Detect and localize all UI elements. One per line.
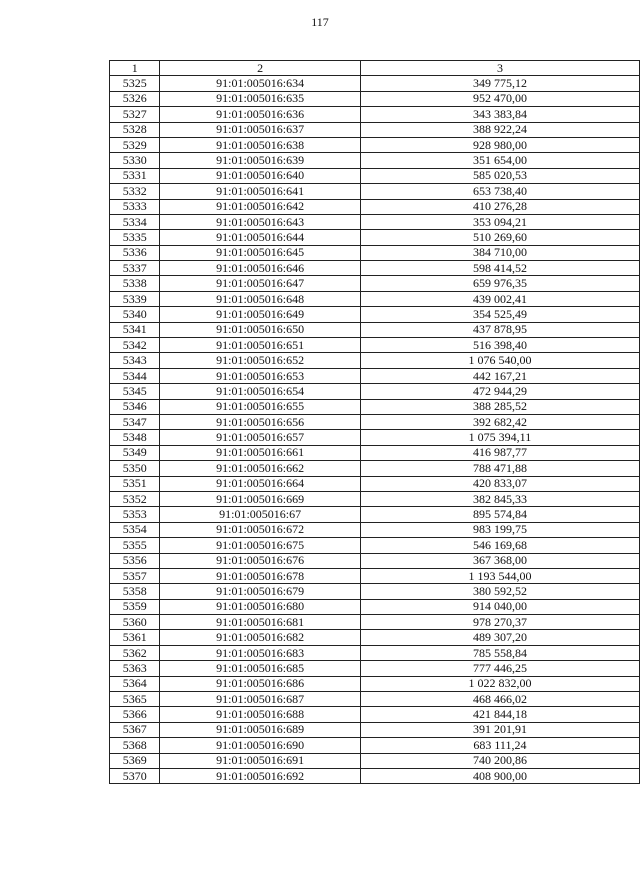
row-number-cell: 5370 bbox=[110, 768, 160, 783]
row-number-cell: 5352 bbox=[110, 491, 160, 506]
cadastral-number-cell: 91:01:005016:664 bbox=[160, 476, 360, 491]
amount-cell: 895 574,84 bbox=[360, 507, 639, 522]
amount-cell: 392 682,42 bbox=[360, 414, 639, 429]
row-number-cell: 5325 bbox=[110, 76, 160, 91]
cadastral-number-cell: 91:01:005016:679 bbox=[160, 584, 360, 599]
cadastral-number-cell: 91:01:005016:683 bbox=[160, 645, 360, 660]
table-row bbox=[110, 692, 640, 707]
cadastral-number-cell: 91:01:005016:685 bbox=[160, 661, 360, 676]
amount-cell: 516 398,40 bbox=[360, 338, 639, 353]
cadastral-number-cell: 91:01:005016:642 bbox=[160, 199, 360, 214]
table-row bbox=[110, 261, 640, 276]
amount-cell: 391 201,91 bbox=[360, 722, 639, 737]
amount-cell: 598 414,52 bbox=[360, 261, 639, 276]
table-row bbox=[110, 538, 640, 553]
amount-cell: 788 471,88 bbox=[360, 461, 639, 476]
table-row bbox=[110, 338, 640, 353]
table-row bbox=[110, 445, 640, 460]
table-row bbox=[110, 491, 640, 506]
table-row bbox=[110, 353, 640, 368]
table-row bbox=[110, 107, 640, 122]
row-number-cell: 5351 bbox=[110, 476, 160, 491]
amount-cell: 489 307,20 bbox=[360, 630, 639, 645]
cadastral-number-cell: 91:01:005016:687 bbox=[160, 692, 360, 707]
amount-cell: 384 710,00 bbox=[360, 245, 639, 260]
amount-cell: 1 075 394,11 bbox=[360, 430, 639, 445]
amount-cell: 343 383,84 bbox=[360, 107, 639, 122]
row-number-cell: 5360 bbox=[110, 615, 160, 630]
table-row bbox=[110, 384, 640, 399]
table-row bbox=[110, 461, 640, 476]
row-number-cell: 5366 bbox=[110, 707, 160, 722]
row-number-cell: 5328 bbox=[110, 122, 160, 137]
cadastral-number-cell: 91:01:005016:644 bbox=[160, 230, 360, 245]
row-number-cell: 5359 bbox=[110, 599, 160, 614]
table-row bbox=[110, 245, 640, 260]
cadastral-number-cell: 91:01:005016:690 bbox=[160, 738, 360, 753]
row-number-cell: 5345 bbox=[110, 384, 160, 399]
amount-cell: 410 276,28 bbox=[360, 199, 639, 214]
table-row bbox=[110, 738, 640, 753]
row-number-cell: 5336 bbox=[110, 245, 160, 260]
row-number-cell: 5369 bbox=[110, 753, 160, 768]
amount-cell: 416 987,77 bbox=[360, 445, 639, 460]
row-number-cell: 5327 bbox=[110, 107, 160, 122]
amount-cell: 928 980,00 bbox=[360, 137, 639, 152]
amount-cell: 388 285,52 bbox=[360, 399, 639, 414]
cadastral-number-cell: 91:01:005016:639 bbox=[160, 153, 360, 168]
table-row bbox=[110, 122, 640, 137]
amount-cell: 353 094,21 bbox=[360, 214, 639, 229]
cadastral-number-cell: 91:01:005016:651 bbox=[160, 338, 360, 353]
cadastral-number-cell: 91:01:005016:638 bbox=[160, 137, 360, 152]
cadastral-number-cell: 91:01:005016:692 bbox=[160, 768, 360, 783]
amount-cell: 777 446,25 bbox=[360, 661, 639, 676]
row-number-cell: 5339 bbox=[110, 291, 160, 306]
amount-cell: 1 076 540,00 bbox=[360, 353, 639, 368]
amount-cell: 740 200,86 bbox=[360, 753, 639, 768]
cadastral-number-cell: 91:01:005016:681 bbox=[160, 615, 360, 630]
table-row bbox=[110, 599, 640, 614]
cadastral-number-cell: 91:01:005016:636 bbox=[160, 107, 360, 122]
row-number-cell: 5329 bbox=[110, 137, 160, 152]
amount-cell: 472 944,29 bbox=[360, 384, 639, 399]
row-number-cell: 5332 bbox=[110, 184, 160, 199]
amount-cell: 978 270,37 bbox=[360, 615, 639, 630]
table-row bbox=[110, 584, 640, 599]
amount-cell: 437 878,95 bbox=[360, 322, 639, 337]
table-row bbox=[110, 661, 640, 676]
registry-table bbox=[109, 60, 640, 784]
row-number-cell: 5347 bbox=[110, 414, 160, 429]
table-row bbox=[110, 476, 640, 491]
row-number-cell: 5356 bbox=[110, 553, 160, 568]
amount-cell: 421 844,18 bbox=[360, 707, 639, 722]
amount-cell: 659 976,35 bbox=[360, 276, 639, 291]
row-number-cell: 5361 bbox=[110, 630, 160, 645]
row-number-cell: 5346 bbox=[110, 399, 160, 414]
amount-cell: 914 040,00 bbox=[360, 599, 639, 614]
table-row bbox=[110, 368, 640, 383]
amount-cell: 351 654,00 bbox=[360, 153, 639, 168]
row-number-cell: 5350 bbox=[110, 461, 160, 476]
cadastral-number-cell: 91:01:005016:652 bbox=[160, 353, 360, 368]
table-row bbox=[110, 137, 640, 152]
cadastral-number-cell: 91:01:005016:648 bbox=[160, 291, 360, 306]
row-number-cell: 5341 bbox=[110, 322, 160, 337]
cadastral-number-cell: 91:01:005016:657 bbox=[160, 430, 360, 445]
cadastral-number-cell: 91:01:005016:653 bbox=[160, 368, 360, 383]
table-row bbox=[110, 153, 640, 168]
cadastral-number-cell: 91:01:005016:635 bbox=[160, 91, 360, 106]
column-header-1: 1 bbox=[110, 61, 160, 76]
table-row bbox=[110, 184, 640, 199]
table-row bbox=[110, 307, 640, 322]
amount-cell: 585 020,53 bbox=[360, 168, 639, 183]
amount-cell: 420 833,07 bbox=[360, 476, 639, 491]
amount-cell: 367 368,00 bbox=[360, 553, 639, 568]
table-row bbox=[110, 507, 640, 522]
column-header-2: 2 bbox=[160, 61, 360, 76]
row-number-cell: 5340 bbox=[110, 307, 160, 322]
amount-cell: 785 558,84 bbox=[360, 645, 639, 660]
table-row bbox=[110, 430, 640, 445]
amount-cell: 388 922,24 bbox=[360, 122, 639, 137]
row-number-cell: 5331 bbox=[110, 168, 160, 183]
amount-cell: 952 470,00 bbox=[360, 91, 639, 106]
row-number-cell: 5349 bbox=[110, 445, 160, 460]
row-number-cell: 5364 bbox=[110, 676, 160, 691]
cadastral-number-cell: 91:01:005016:641 bbox=[160, 184, 360, 199]
table-row bbox=[110, 91, 640, 106]
table-header-row bbox=[110, 61, 640, 76]
cadastral-number-cell: 91:01:005016:634 bbox=[160, 76, 360, 91]
row-number-cell: 5335 bbox=[110, 230, 160, 245]
table-row bbox=[110, 676, 640, 691]
table-row bbox=[110, 553, 640, 568]
amount-cell: 354 525,49 bbox=[360, 307, 639, 322]
cadastral-number-cell: 91:01:005016:654 bbox=[160, 384, 360, 399]
amount-cell: 653 738,40 bbox=[360, 184, 639, 199]
amount-cell: 382 845,33 bbox=[360, 491, 639, 506]
cadastral-number-cell: 91:01:005016:647 bbox=[160, 276, 360, 291]
table-row bbox=[110, 322, 640, 337]
amount-cell: 1 193 544,00 bbox=[360, 568, 639, 583]
row-number-cell: 5354 bbox=[110, 522, 160, 537]
cadastral-number-cell: 91:01:005016:656 bbox=[160, 414, 360, 429]
cadastral-number-cell: 91:01:005016:686 bbox=[160, 676, 360, 691]
row-number-cell: 5337 bbox=[110, 261, 160, 276]
cadastral-number-cell: 91:01:005016:680 bbox=[160, 599, 360, 614]
table-row bbox=[110, 568, 640, 583]
table-row bbox=[110, 630, 640, 645]
row-number-cell: 5355 bbox=[110, 538, 160, 553]
row-number-cell: 5338 bbox=[110, 276, 160, 291]
row-number-cell: 5353 bbox=[110, 507, 160, 522]
amount-cell: 1 022 832,00 bbox=[360, 676, 639, 691]
cadastral-number-cell: 91:01:005016:689 bbox=[160, 722, 360, 737]
row-number-cell: 5357 bbox=[110, 568, 160, 583]
cadastral-number-cell: 91:01:005016:637 bbox=[160, 122, 360, 137]
row-number-cell: 5348 bbox=[110, 430, 160, 445]
amount-cell: 408 900,00 bbox=[360, 768, 639, 783]
row-number-cell: 5362 bbox=[110, 645, 160, 660]
table-row bbox=[110, 414, 640, 429]
cadastral-number-cell: 91:01:005016:646 bbox=[160, 261, 360, 276]
table-row bbox=[110, 645, 640, 660]
row-number-cell: 5342 bbox=[110, 338, 160, 353]
cadastral-number-cell: 91:01:005016:650 bbox=[160, 322, 360, 337]
cadastral-number-cell: 91:01:005016:662 bbox=[160, 461, 360, 476]
amount-cell: 439 002,41 bbox=[360, 291, 639, 306]
cadastral-number-cell: 91:01:005016:645 bbox=[160, 245, 360, 260]
table-row bbox=[110, 615, 640, 630]
table-row bbox=[110, 707, 640, 722]
row-number-cell: 5334 bbox=[110, 214, 160, 229]
table-row bbox=[110, 276, 640, 291]
cadastral-number-cell: 91:01:005016:682 bbox=[160, 630, 360, 645]
cadastral-number-cell: 91:01:005016:669 bbox=[160, 491, 360, 506]
table-row bbox=[110, 214, 640, 229]
cadastral-number-cell: 91:01:005016:672 bbox=[160, 522, 360, 537]
cadastral-number-cell: 91:01:005016:643 bbox=[160, 214, 360, 229]
row-number-cell: 5330 bbox=[110, 153, 160, 168]
row-number-cell: 5367 bbox=[110, 722, 160, 737]
amount-cell: 468 466,02 bbox=[360, 692, 639, 707]
amount-cell: 683 111,24 bbox=[360, 738, 639, 753]
table-row bbox=[110, 522, 640, 537]
table-row bbox=[110, 76, 640, 91]
cadastral-number-cell: 91:01:005016:688 bbox=[160, 707, 360, 722]
cadastral-number-cell: 91:01:005016:655 bbox=[160, 399, 360, 414]
amount-cell: 442 167,21 bbox=[360, 368, 639, 383]
row-number-cell: 5365 bbox=[110, 692, 160, 707]
table-body bbox=[110, 61, 640, 784]
table-row bbox=[110, 230, 640, 245]
row-number-cell: 5344 bbox=[110, 368, 160, 383]
table-row bbox=[110, 199, 640, 214]
table-row bbox=[110, 399, 640, 414]
row-number-cell: 5333 bbox=[110, 199, 160, 214]
amount-cell: 510 269,60 bbox=[360, 230, 639, 245]
cadastral-number-cell: 91:01:005016:661 bbox=[160, 445, 360, 460]
row-number-cell: 5343 bbox=[110, 353, 160, 368]
page-number: 117 bbox=[311, 15, 329, 29]
table-row bbox=[110, 753, 640, 768]
amount-cell: 349 775,12 bbox=[360, 76, 639, 91]
cadastral-number-cell: 91:01:005016:678 bbox=[160, 568, 360, 583]
cadastral-number-cell: 91:01:005016:649 bbox=[160, 307, 360, 322]
cadastral-number-cell: 91:01:005016:675 bbox=[160, 538, 360, 553]
cadastral-number-cell: 91:01:005016:67 bbox=[160, 507, 360, 522]
column-header-3: 3 bbox=[360, 61, 639, 76]
table-row bbox=[110, 291, 640, 306]
row-number-cell: 5358 bbox=[110, 584, 160, 599]
row-number-cell: 5368 bbox=[110, 738, 160, 753]
cadastral-number-cell: 91:01:005016:691 bbox=[160, 753, 360, 768]
row-number-cell: 5326 bbox=[110, 91, 160, 106]
table-row bbox=[110, 168, 640, 183]
table-row bbox=[110, 768, 640, 783]
amount-cell: 380 592,52 bbox=[360, 584, 639, 599]
amount-cell: 546 169,68 bbox=[360, 538, 639, 553]
cadastral-number-cell: 91:01:005016:676 bbox=[160, 553, 360, 568]
table-row bbox=[110, 722, 640, 737]
row-number-cell: 5363 bbox=[110, 661, 160, 676]
cadastral-number-cell: 91:01:005016:640 bbox=[160, 168, 360, 183]
amount-cell: 983 199,75 bbox=[360, 522, 639, 537]
